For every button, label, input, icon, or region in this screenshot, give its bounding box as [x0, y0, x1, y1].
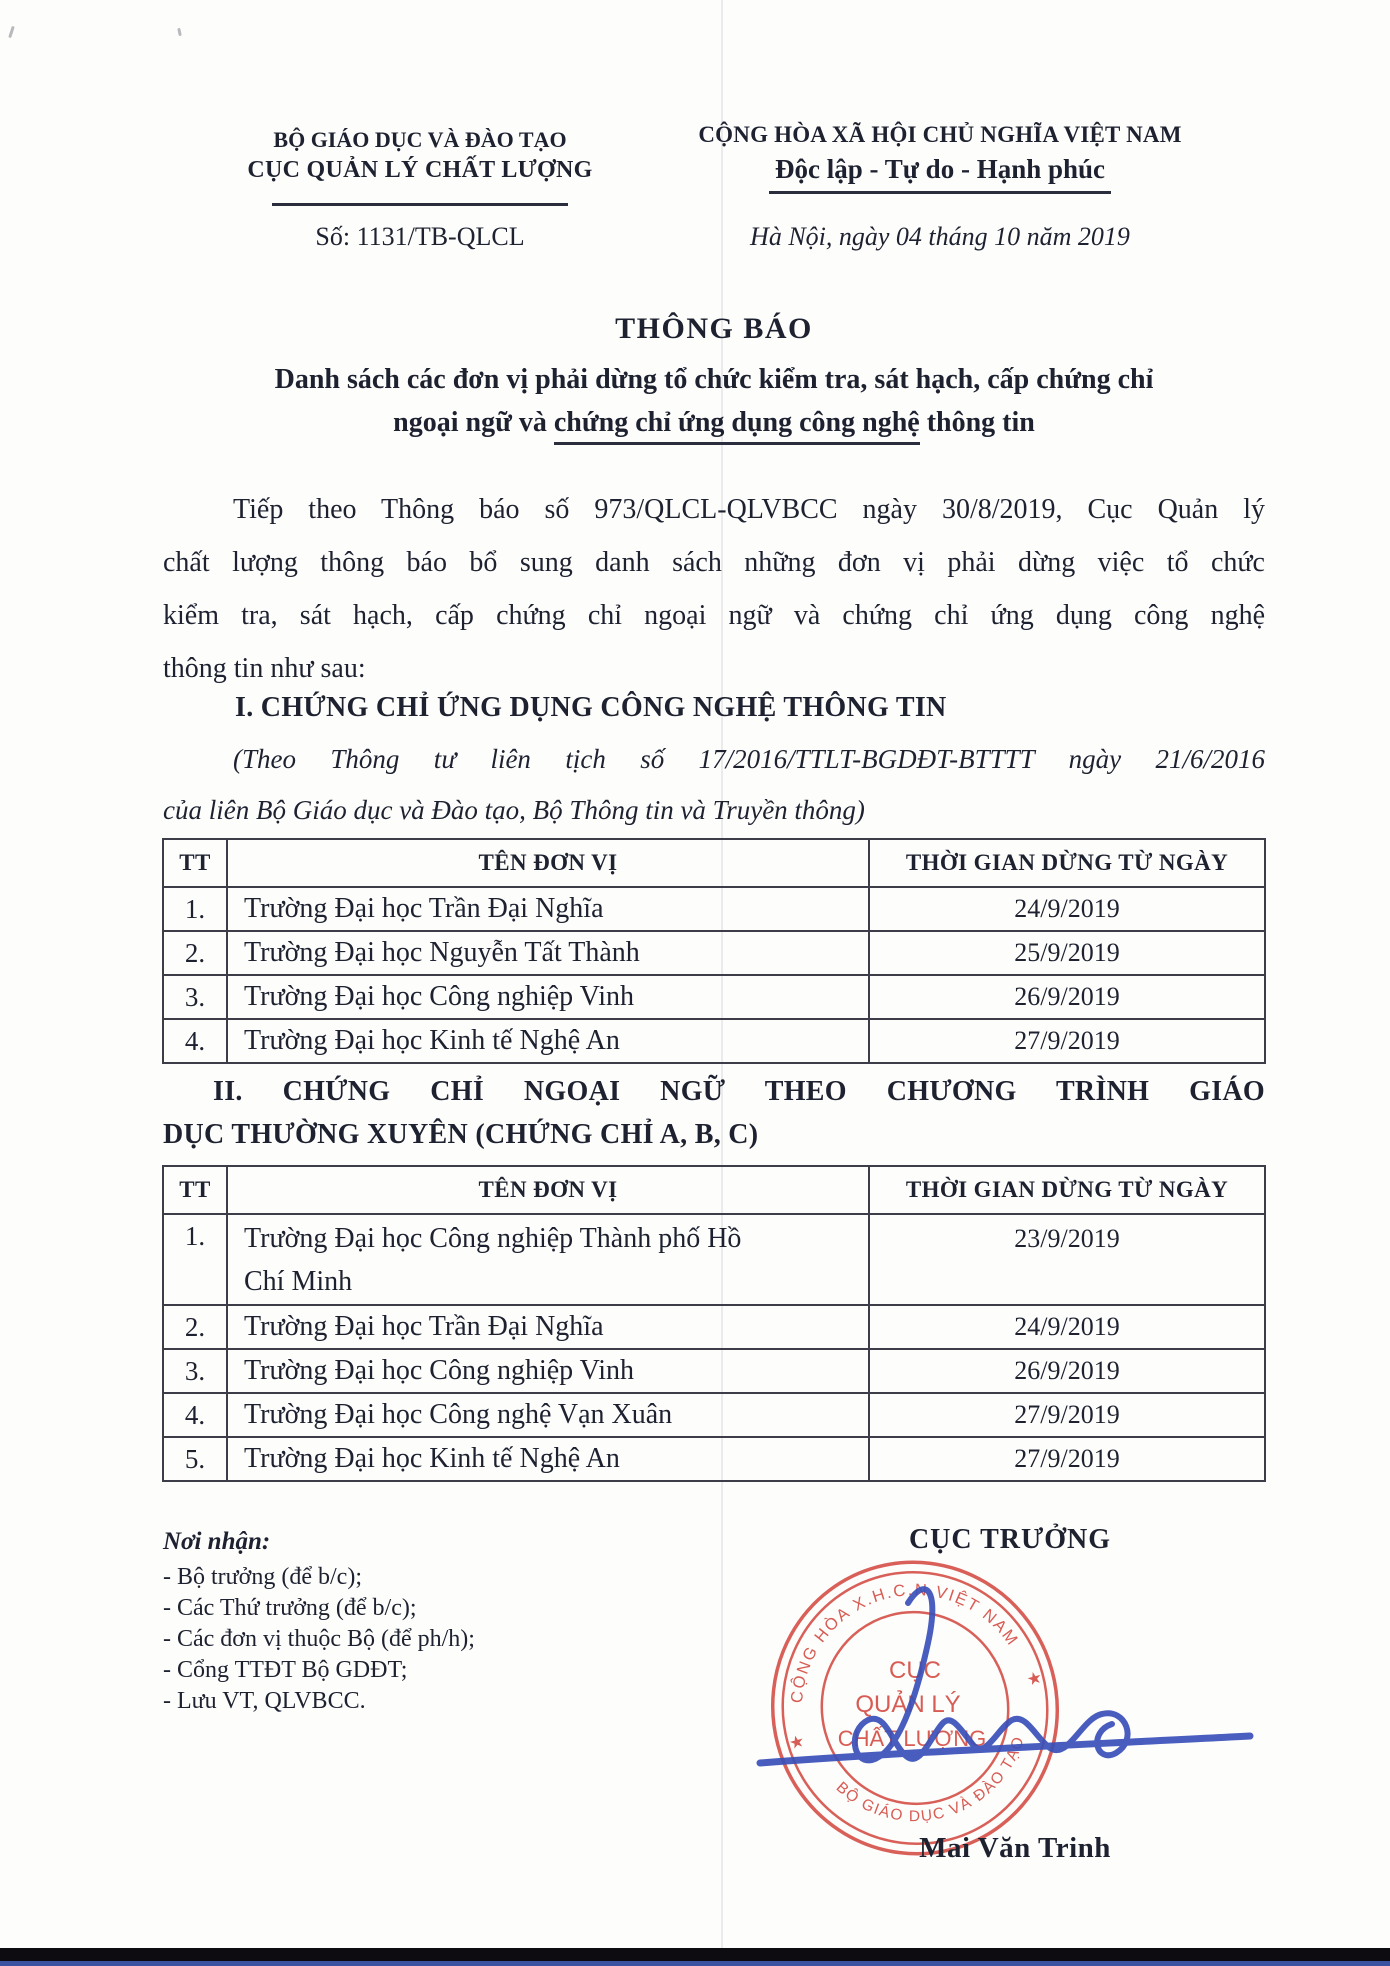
stamp-star-left-icon: ★ — [787, 1731, 807, 1754]
row-index: 3. — [163, 1349, 227, 1393]
row-index: 3. — [163, 975, 227, 1019]
place-and-date: Hà Nội, ngày 04 tháng 10 năm 2019 — [750, 222, 1130, 251]
stop-date: 23/9/2019 — [869, 1214, 1265, 1305]
unit-name: Trường Đại học Trần Đại Nghĩa — [227, 1305, 869, 1349]
document-number: Số: 1131/TB-QLCL — [315, 222, 525, 251]
section1-note-line2: của liên Bộ Giáo dục và Đào tạo, Bộ Thông tin và Truyền thông) — [163, 795, 865, 825]
table-row — [163, 975, 1265, 1019]
col-header-tt: TT — [163, 1166, 227, 1214]
stamp-center-line2: QUẢN LÝ — [855, 1691, 961, 1718]
stop-date: 24/9/2019 — [869, 1305, 1265, 1349]
scan-edge-black-band — [0, 1948, 1390, 1961]
table-row — [163, 1393, 1265, 1437]
section2-heading-line1: II. CHỨNG CHỈ NGOẠI NGỮ THEO CHƯƠNG TRÌNH GIÁO — [213, 1076, 1265, 1107]
national-motto: Độc lập - Tự do - Hạnh phúc — [769, 154, 1111, 194]
subtitle-plain-tail: thông tin — [919, 407, 1035, 438]
section2-table — [162, 1165, 1266, 1482]
col-header-date: THỜI GIAN DỪNG TỪ NGÀY — [869, 839, 1265, 887]
official-stamp-and-signature — [740, 1548, 1260, 1868]
table-row — [163, 931, 1265, 975]
org-underline — [272, 203, 568, 206]
table-row — [163, 1437, 1265, 1481]
unit-name: Trường Đại học Trần Đại Nghĩa — [227, 887, 869, 931]
table-row — [163, 887, 1265, 931]
recipient-item: - Bộ trưởng (để b/c); — [163, 1564, 362, 1590]
org-name: CỤC QUẢN LÝ CHẤT LƯỢNG — [247, 157, 593, 183]
intro-line-4: thông tin như sau: — [163, 653, 366, 684]
stamp-bottom-arc-text: BỘ GIÁO DỤC VÀ ĐÀO TẠO — [832, 1733, 1029, 1826]
table-row — [163, 1214, 1265, 1305]
intro-line-1: Tiếp theo Thông báo số 973/QLCL-QLVBCC ngày 30/8/2019, Cục Quản lý — [233, 494, 1265, 525]
stamp-top-arc-text: CỘNG HÒA X.H.C.N VIỆT NAM — [787, 1580, 1022, 1704]
intro-line-2: chất lượng thông báo bổ sung danh sách những đơn vị phải dừng việc tổ chức — [163, 547, 1265, 578]
stamp-center-line3: CHẤT LƯỢNG — [837, 1726, 987, 1751]
col-header-tt: TT — [163, 839, 227, 887]
stamp-star-right-icon: ★ — [1024, 1667, 1045, 1690]
row-index: 1. — [163, 1214, 227, 1305]
document-subtitle-line1: Danh sách các đơn vị phải dừng tổ chức kiểm tra, sát hạch, cấp chứng chỉ — [274, 364, 1154, 395]
scan-edge-blue-band — [0, 1961, 1390, 1966]
stop-date: 24/9/2019 — [869, 887, 1265, 931]
stop-date: 27/9/2019 — [869, 1019, 1265, 1063]
subtitle-underlined: chứng chỉ ứng dụng công nghệ — [554, 407, 920, 445]
table-row — [163, 1349, 1265, 1393]
stop-date: 25/9/2019 — [869, 931, 1265, 975]
col-header-name: TÊN ĐƠN VỊ — [227, 1166, 869, 1214]
stop-date: 27/9/2019 — [869, 1393, 1265, 1437]
unit-name-line1: Trường Đại học Công nghiệp Thành phố Hồ — [244, 1223, 742, 1254]
unit-name — [227, 1214, 869, 1305]
col-header-date: THỜI GIAN DỪNG TỪ NGÀY — [869, 1166, 1265, 1214]
row-index: 2. — [163, 931, 227, 975]
recipients-list — [163, 1562, 475, 1717]
section1-heading: I. CHỨNG CHỈ ỨNG DỤNG CÔNG NGHỆ THÔNG TIN — [235, 692, 947, 723]
document-subtitle-line2 — [163, 407, 1265, 439]
scan-artifact — [8, 26, 15, 38]
subtitle-plain: ngoại ngữ và — [393, 407, 554, 438]
col-header-name: TÊN ĐƠN VỊ — [227, 839, 869, 887]
row-index: 4. — [163, 1393, 227, 1437]
table-row — [163, 1019, 1265, 1063]
unit-name: Trường Đại học Công nghệ Vạn Xuân — [227, 1393, 869, 1437]
recipient-item: - Các Thứ trưởng (để b/c); — [163, 1595, 417, 1621]
recipients-title: Nơi nhận: — [163, 1528, 271, 1555]
recipient-item: - Lưu VT, QLVBCC. — [163, 1688, 366, 1714]
recipient-item: - Cổng TTĐT Bộ GDĐT; — [163, 1657, 408, 1683]
stop-date: 26/9/2019 — [869, 975, 1265, 1019]
table-row — [163, 1305, 1265, 1349]
intro-line-3: kiểm tra, sát hạch, cấp chứng chỉ ngoại ngữ và chứng chỉ ứng dụng công nghệ — [163, 600, 1265, 631]
unit-name: Trường Đại học Công nghiệp Vinh — [227, 975, 869, 1019]
stop-date: 26/9/2019 — [869, 1349, 1265, 1393]
stamp-center-line1: CỤC — [889, 1657, 941, 1684]
unit-name: Trường Đại học Công nghiệp Vinh — [227, 1349, 869, 1393]
document-title: THÔNG BÁO — [615, 312, 813, 345]
row-index: 2. — [163, 1305, 227, 1349]
table-header-row — [163, 1166, 1265, 1214]
row-index: 5. — [163, 1437, 227, 1481]
national-header: CỘNG HÒA XÃ HỘI CHỦ NGHĨA VIỆT NAM — [698, 122, 1182, 147]
stop-date: 27/9/2019 — [869, 1437, 1265, 1481]
row-index: 1. — [163, 887, 227, 931]
table-header-row — [163, 839, 1265, 887]
unit-name-line2: Chí Minh — [244, 1266, 353, 1297]
section1-table — [162, 838, 1266, 1064]
unit-name: Trường Đại học Kinh tế Nghệ An — [227, 1019, 869, 1063]
section2-heading-line2: DỤC THƯỜNG XUYÊN (CHỨNG CHỈ A, B, C) — [163, 1119, 759, 1150]
signer-name: Mai Văn Trinh — [919, 1832, 1111, 1864]
signature-title: CỤC TRƯỞNG — [908, 1524, 1112, 1555]
national-motto-wrap — [650, 154, 1230, 194]
org-parent-name: BỘ GIÁO DỤC VÀ ĐÀO TẠO — [273, 127, 567, 152]
recipient-item: - Các đơn vị thuộc Bộ (để ph/h); — [163, 1626, 475, 1652]
scan-artifact — [177, 28, 182, 36]
row-index: 4. — [163, 1019, 227, 1063]
section1-note-line1: (Theo Thông tư liên tịch số 17/2016/TTLT-BGDĐT-BTTTT ngày 21/6/2016 — [233, 744, 1265, 774]
unit-name: Trường Đại học Nguyễn Tất Thành — [227, 931, 869, 975]
unit-name: Trường Đại học Kinh tế Nghệ An — [227, 1437, 869, 1481]
